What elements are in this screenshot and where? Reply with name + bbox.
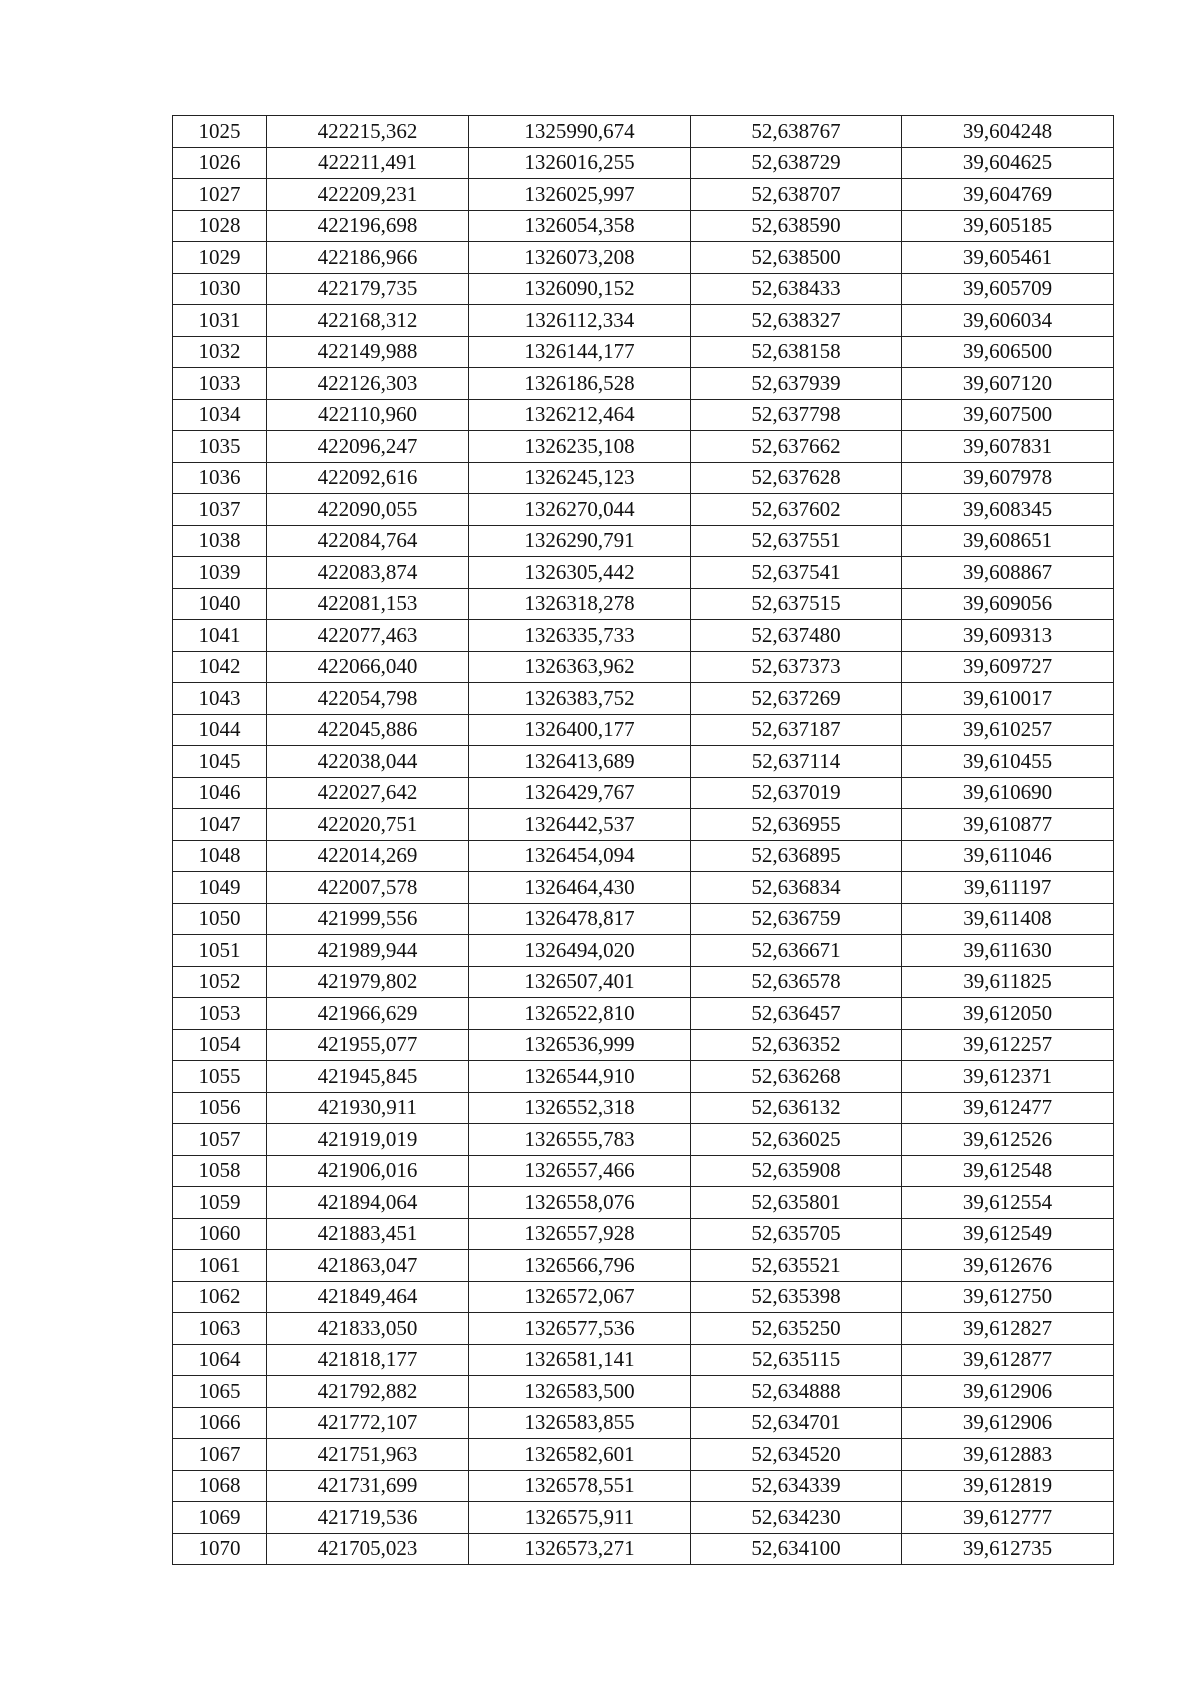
point-number-cell: 1060 [173, 1218, 267, 1250]
table-row [173, 525, 1114, 557]
x-coordinate-cell: 422209,231 [267, 179, 469, 211]
table-row [173, 1061, 1114, 1093]
point-number-cell: 1041 [173, 620, 267, 652]
latitude-cell: 52,638500 [691, 242, 902, 274]
y-coordinate-cell: 1326583,500 [469, 1376, 691, 1408]
longitude-cell: 39,611197 [902, 872, 1114, 904]
longitude-cell: 39,605185 [902, 210, 1114, 242]
longitude-cell: 39,607120 [902, 368, 1114, 400]
longitude-cell: 39,608867 [902, 557, 1114, 589]
y-coordinate-cell: 1326054,358 [469, 210, 691, 242]
point-number-cell: 1036 [173, 462, 267, 494]
table-row [173, 1155, 1114, 1187]
table-row [173, 1470, 1114, 1502]
x-coordinate-cell: 422092,616 [267, 462, 469, 494]
longitude-cell: 39,612750 [902, 1281, 1114, 1313]
x-coordinate-cell: 421999,556 [267, 903, 469, 935]
table-row [173, 809, 1114, 841]
x-coordinate-cell: 421772,107 [267, 1407, 469, 1439]
y-coordinate-cell: 1326536,999 [469, 1029, 691, 1061]
latitude-cell: 52,635908 [691, 1155, 902, 1187]
latitude-cell: 52,636025 [691, 1124, 902, 1156]
y-coordinate-cell: 1326235,108 [469, 431, 691, 463]
longitude-cell: 39,610257 [902, 714, 1114, 746]
y-coordinate-cell: 1326318,278 [469, 588, 691, 620]
x-coordinate-cell: 422096,247 [267, 431, 469, 463]
longitude-cell: 39,612777 [902, 1502, 1114, 1534]
longitude-cell: 39,609727 [902, 651, 1114, 683]
x-coordinate-cell: 421751,963 [267, 1439, 469, 1471]
longitude-cell: 39,612548 [902, 1155, 1114, 1187]
point-number-cell: 1058 [173, 1155, 267, 1187]
y-coordinate-cell: 1326270,044 [469, 494, 691, 526]
y-coordinate-cell: 1326245,123 [469, 462, 691, 494]
table-row [173, 1092, 1114, 1124]
point-number-cell: 1048 [173, 840, 267, 872]
y-coordinate-cell: 1326558,076 [469, 1187, 691, 1219]
x-coordinate-cell: 421833,050 [267, 1313, 469, 1345]
point-number-cell: 1069 [173, 1502, 267, 1534]
point-number-cell: 1053 [173, 998, 267, 1030]
point-number-cell: 1030 [173, 273, 267, 305]
y-coordinate-cell: 1326577,536 [469, 1313, 691, 1345]
x-coordinate-cell: 422126,303 [267, 368, 469, 400]
table-row [173, 210, 1114, 242]
point-number-cell: 1049 [173, 872, 267, 904]
x-coordinate-cell: 422168,312 [267, 305, 469, 337]
x-coordinate-cell: 421705,023 [267, 1533, 469, 1565]
latitude-cell: 52,634701 [691, 1407, 902, 1439]
longitude-cell: 39,610877 [902, 809, 1114, 841]
x-coordinate-cell: 421989,944 [267, 935, 469, 967]
y-coordinate-cell: 1326429,767 [469, 777, 691, 809]
table-row [173, 1281, 1114, 1313]
table-row [173, 1313, 1114, 1345]
x-coordinate-cell: 422038,044 [267, 746, 469, 778]
latitude-cell: 52,636578 [691, 966, 902, 998]
y-coordinate-cell: 1326573,271 [469, 1533, 691, 1565]
point-number-cell: 1050 [173, 903, 267, 935]
point-number-cell: 1040 [173, 588, 267, 620]
y-coordinate-cell: 1326025,997 [469, 179, 691, 211]
point-number-cell: 1062 [173, 1281, 267, 1313]
x-coordinate-cell: 422054,798 [267, 683, 469, 715]
latitude-cell: 52,637602 [691, 494, 902, 526]
point-number-cell: 1046 [173, 777, 267, 809]
y-coordinate-cell: 1326400,177 [469, 714, 691, 746]
y-coordinate-cell: 1325990,674 [469, 116, 691, 148]
longitude-cell: 39,604769 [902, 179, 1114, 211]
latitude-cell: 52,635705 [691, 1218, 902, 1250]
longitude-cell: 39,612554 [902, 1187, 1114, 1219]
table-row [173, 336, 1114, 368]
y-coordinate-cell: 1326557,466 [469, 1155, 691, 1187]
x-coordinate-cell: 422007,578 [267, 872, 469, 904]
table-row [173, 1250, 1114, 1282]
longitude-cell: 39,608651 [902, 525, 1114, 557]
x-coordinate-cell: 422020,751 [267, 809, 469, 841]
x-coordinate-cell: 421883,451 [267, 1218, 469, 1250]
latitude-cell: 52,637662 [691, 431, 902, 463]
longitude-cell: 39,611825 [902, 966, 1114, 998]
table-row [173, 431, 1114, 463]
table-row [173, 1533, 1114, 1565]
x-coordinate-cell: 422149,988 [267, 336, 469, 368]
y-coordinate-cell: 1326572,067 [469, 1281, 691, 1313]
point-number-cell: 1066 [173, 1407, 267, 1439]
table-row [173, 840, 1114, 872]
point-number-cell: 1052 [173, 966, 267, 998]
point-number-cell: 1027 [173, 179, 267, 211]
y-coordinate-cell: 1326305,442 [469, 557, 691, 589]
longitude-cell: 39,612477 [902, 1092, 1114, 1124]
y-coordinate-cell: 1326186,528 [469, 368, 691, 400]
latitude-cell: 52,637187 [691, 714, 902, 746]
x-coordinate-cell: 422081,153 [267, 588, 469, 620]
point-number-cell: 1038 [173, 525, 267, 557]
y-coordinate-cell: 1326363,962 [469, 651, 691, 683]
latitude-cell: 52,636352 [691, 1029, 902, 1061]
longitude-cell: 39,612877 [902, 1344, 1114, 1376]
longitude-cell: 39,605461 [902, 242, 1114, 274]
point-number-cell: 1059 [173, 1187, 267, 1219]
latitude-cell: 52,636834 [691, 872, 902, 904]
x-coordinate-cell: 421930,911 [267, 1092, 469, 1124]
table-row [173, 557, 1114, 589]
latitude-cell: 52,634230 [691, 1502, 902, 1534]
table-row [173, 1124, 1114, 1156]
longitude-cell: 39,612883 [902, 1439, 1114, 1471]
latitude-cell: 52,638729 [691, 147, 902, 179]
y-coordinate-cell: 1326583,855 [469, 1407, 691, 1439]
latitude-cell: 52,637019 [691, 777, 902, 809]
point-number-cell: 1034 [173, 399, 267, 431]
latitude-cell: 52,637798 [691, 399, 902, 431]
coordinates-table [172, 115, 1114, 1565]
latitude-cell: 52,638158 [691, 336, 902, 368]
latitude-cell: 52,637939 [691, 368, 902, 400]
longitude-cell: 39,612735 [902, 1533, 1114, 1565]
latitude-cell: 52,634520 [691, 1439, 902, 1471]
y-coordinate-cell: 1326581,141 [469, 1344, 691, 1376]
latitude-cell: 52,635521 [691, 1250, 902, 1282]
longitude-cell: 39,606034 [902, 305, 1114, 337]
x-coordinate-cell: 422110,960 [267, 399, 469, 431]
point-number-cell: 1055 [173, 1061, 267, 1093]
table-row [173, 1187, 1114, 1219]
longitude-cell: 39,609056 [902, 588, 1114, 620]
longitude-cell: 39,612549 [902, 1218, 1114, 1250]
y-coordinate-cell: 1326552,318 [469, 1092, 691, 1124]
y-coordinate-cell: 1326522,810 [469, 998, 691, 1030]
y-coordinate-cell: 1326575,911 [469, 1502, 691, 1534]
x-coordinate-cell: 421792,882 [267, 1376, 469, 1408]
longitude-cell: 39,610690 [902, 777, 1114, 809]
longitude-cell: 39,612819 [902, 1470, 1114, 1502]
table-row [173, 368, 1114, 400]
table-row [173, 1502, 1114, 1534]
y-coordinate-cell: 1326290,791 [469, 525, 691, 557]
x-coordinate-cell: 421955,077 [267, 1029, 469, 1061]
table-row [173, 872, 1114, 904]
table-row [173, 620, 1114, 652]
x-coordinate-cell: 422084,764 [267, 525, 469, 557]
latitude-cell: 52,635115 [691, 1344, 902, 1376]
point-number-cell: 1054 [173, 1029, 267, 1061]
point-number-cell: 1039 [173, 557, 267, 589]
x-coordinate-cell: 422186,966 [267, 242, 469, 274]
y-coordinate-cell: 1326016,255 [469, 147, 691, 179]
point-number-cell: 1029 [173, 242, 267, 274]
longitude-cell: 39,610455 [902, 746, 1114, 778]
point-number-cell: 1042 [173, 651, 267, 683]
y-coordinate-cell: 1326582,601 [469, 1439, 691, 1471]
table-row [173, 1029, 1114, 1061]
table-row [173, 588, 1114, 620]
point-number-cell: 1045 [173, 746, 267, 778]
latitude-cell: 52,638707 [691, 179, 902, 211]
longitude-cell: 39,607500 [902, 399, 1114, 431]
latitude-cell: 52,636759 [691, 903, 902, 935]
point-number-cell: 1044 [173, 714, 267, 746]
y-coordinate-cell: 1326335,733 [469, 620, 691, 652]
table-row [173, 242, 1114, 274]
y-coordinate-cell: 1326112,334 [469, 305, 691, 337]
latitude-cell: 52,636895 [691, 840, 902, 872]
x-coordinate-cell: 421919,019 [267, 1124, 469, 1156]
table-row [173, 998, 1114, 1030]
latitude-cell: 52,636132 [691, 1092, 902, 1124]
y-coordinate-cell: 1326144,177 [469, 336, 691, 368]
y-coordinate-cell: 1326464,430 [469, 872, 691, 904]
longitude-cell: 39,606500 [902, 336, 1114, 368]
latitude-cell: 52,637269 [691, 683, 902, 715]
y-coordinate-cell: 1326383,752 [469, 683, 691, 715]
y-coordinate-cell: 1326566,796 [469, 1250, 691, 1282]
y-coordinate-cell: 1326544,910 [469, 1061, 691, 1093]
longitude-cell: 39,612827 [902, 1313, 1114, 1345]
x-coordinate-cell: 421849,464 [267, 1281, 469, 1313]
y-coordinate-cell: 1326557,928 [469, 1218, 691, 1250]
table-row [173, 399, 1114, 431]
coordinates-table-body [173, 116, 1114, 1565]
table-row [173, 714, 1114, 746]
x-coordinate-cell: 422027,642 [267, 777, 469, 809]
table-row [173, 305, 1114, 337]
latitude-cell: 52,638590 [691, 210, 902, 242]
point-number-cell: 1028 [173, 210, 267, 242]
point-number-cell: 1070 [173, 1533, 267, 1565]
latitude-cell: 52,638433 [691, 273, 902, 305]
y-coordinate-cell: 1326413,689 [469, 746, 691, 778]
y-coordinate-cell: 1326494,020 [469, 935, 691, 967]
x-coordinate-cell: 422090,055 [267, 494, 469, 526]
point-number-cell: 1063 [173, 1313, 267, 1345]
y-coordinate-cell: 1326454,094 [469, 840, 691, 872]
point-number-cell: 1067 [173, 1439, 267, 1471]
longitude-cell: 39,604625 [902, 147, 1114, 179]
latitude-cell: 52,637541 [691, 557, 902, 589]
longitude-cell: 39,612257 [902, 1029, 1114, 1061]
table-row [173, 1344, 1114, 1376]
table-row [173, 1439, 1114, 1471]
point-number-cell: 1037 [173, 494, 267, 526]
table-row [173, 651, 1114, 683]
point-number-cell: 1051 [173, 935, 267, 967]
latitude-cell: 52,636457 [691, 998, 902, 1030]
x-coordinate-cell: 421894,064 [267, 1187, 469, 1219]
latitude-cell: 52,634888 [691, 1376, 902, 1408]
latitude-cell: 52,634100 [691, 1533, 902, 1565]
x-coordinate-cell: 422014,269 [267, 840, 469, 872]
longitude-cell: 39,607831 [902, 431, 1114, 463]
latitude-cell: 52,636955 [691, 809, 902, 841]
x-coordinate-cell: 422045,886 [267, 714, 469, 746]
x-coordinate-cell: 421863,047 [267, 1250, 469, 1282]
longitude-cell: 39,609313 [902, 620, 1114, 652]
longitude-cell: 39,611630 [902, 935, 1114, 967]
point-number-cell: 1035 [173, 431, 267, 463]
table-row [173, 273, 1114, 305]
point-number-cell: 1064 [173, 1344, 267, 1376]
point-number-cell: 1031 [173, 305, 267, 337]
x-coordinate-cell: 422215,362 [267, 116, 469, 148]
table-row [173, 935, 1114, 967]
longitude-cell: 39,608345 [902, 494, 1114, 526]
table-row [173, 116, 1114, 148]
longitude-cell: 39,612906 [902, 1407, 1114, 1439]
latitude-cell: 52,637628 [691, 462, 902, 494]
latitude-cell: 52,637114 [691, 746, 902, 778]
longitude-cell: 39,604248 [902, 116, 1114, 148]
y-coordinate-cell: 1326507,401 [469, 966, 691, 998]
point-number-cell: 1032 [173, 336, 267, 368]
longitude-cell: 39,612526 [902, 1124, 1114, 1156]
x-coordinate-cell: 422083,874 [267, 557, 469, 589]
table-row [173, 1218, 1114, 1250]
x-coordinate-cell: 421731,699 [267, 1470, 469, 1502]
x-coordinate-cell: 421945,845 [267, 1061, 469, 1093]
longitude-cell: 39,612050 [902, 998, 1114, 1030]
latitude-cell: 52,637480 [691, 620, 902, 652]
longitude-cell: 39,612676 [902, 1250, 1114, 1282]
table-row [173, 462, 1114, 494]
longitude-cell: 39,607978 [902, 462, 1114, 494]
latitude-cell: 52,636268 [691, 1061, 902, 1093]
latitude-cell: 52,634339 [691, 1470, 902, 1502]
x-coordinate-cell: 422196,698 [267, 210, 469, 242]
point-number-cell: 1061 [173, 1250, 267, 1282]
latitude-cell: 52,637515 [691, 588, 902, 620]
point-number-cell: 1065 [173, 1376, 267, 1408]
longitude-cell: 39,610017 [902, 683, 1114, 715]
y-coordinate-cell: 1326555,783 [469, 1124, 691, 1156]
point-number-cell: 1033 [173, 368, 267, 400]
point-number-cell: 1068 [173, 1470, 267, 1502]
table-row [173, 903, 1114, 935]
longitude-cell: 39,612371 [902, 1061, 1114, 1093]
x-coordinate-cell: 422179,735 [267, 273, 469, 305]
y-coordinate-cell: 1326478,817 [469, 903, 691, 935]
x-coordinate-cell: 422066,040 [267, 651, 469, 683]
point-number-cell: 1057 [173, 1124, 267, 1156]
point-number-cell: 1047 [173, 809, 267, 841]
y-coordinate-cell: 1326090,152 [469, 273, 691, 305]
x-coordinate-cell: 422211,491 [267, 147, 469, 179]
latitude-cell: 52,635801 [691, 1187, 902, 1219]
latitude-cell: 52,637551 [691, 525, 902, 557]
latitude-cell: 52,635250 [691, 1313, 902, 1345]
x-coordinate-cell: 421966,629 [267, 998, 469, 1030]
y-coordinate-cell: 1326442,537 [469, 809, 691, 841]
point-number-cell: 1043 [173, 683, 267, 715]
longitude-cell: 39,611408 [902, 903, 1114, 935]
point-number-cell: 1025 [173, 116, 267, 148]
latitude-cell: 52,637373 [691, 651, 902, 683]
latitude-cell: 52,636671 [691, 935, 902, 967]
point-number-cell: 1026 [173, 147, 267, 179]
x-coordinate-cell: 421818,177 [267, 1344, 469, 1376]
table-row [173, 683, 1114, 715]
table-row [173, 1407, 1114, 1439]
y-coordinate-cell: 1326212,464 [469, 399, 691, 431]
longitude-cell: 39,611046 [902, 840, 1114, 872]
longitude-cell: 39,612906 [902, 1376, 1114, 1408]
latitude-cell: 52,635398 [691, 1281, 902, 1313]
table-row [173, 746, 1114, 778]
table-row [173, 777, 1114, 809]
table-row [173, 147, 1114, 179]
x-coordinate-cell: 421979,802 [267, 966, 469, 998]
longitude-cell: 39,605709 [902, 273, 1114, 305]
y-coordinate-cell: 1326578,551 [469, 1470, 691, 1502]
x-coordinate-cell: 421719,536 [267, 1502, 469, 1534]
latitude-cell: 52,638327 [691, 305, 902, 337]
point-number-cell: 1056 [173, 1092, 267, 1124]
table-row [173, 1376, 1114, 1408]
latitude-cell: 52,638767 [691, 116, 902, 148]
x-coordinate-cell: 422077,463 [267, 620, 469, 652]
x-coordinate-cell: 421906,016 [267, 1155, 469, 1187]
table-row [173, 494, 1114, 526]
table-row [173, 966, 1114, 998]
table-row [173, 179, 1114, 211]
y-coordinate-cell: 1326073,208 [469, 242, 691, 274]
